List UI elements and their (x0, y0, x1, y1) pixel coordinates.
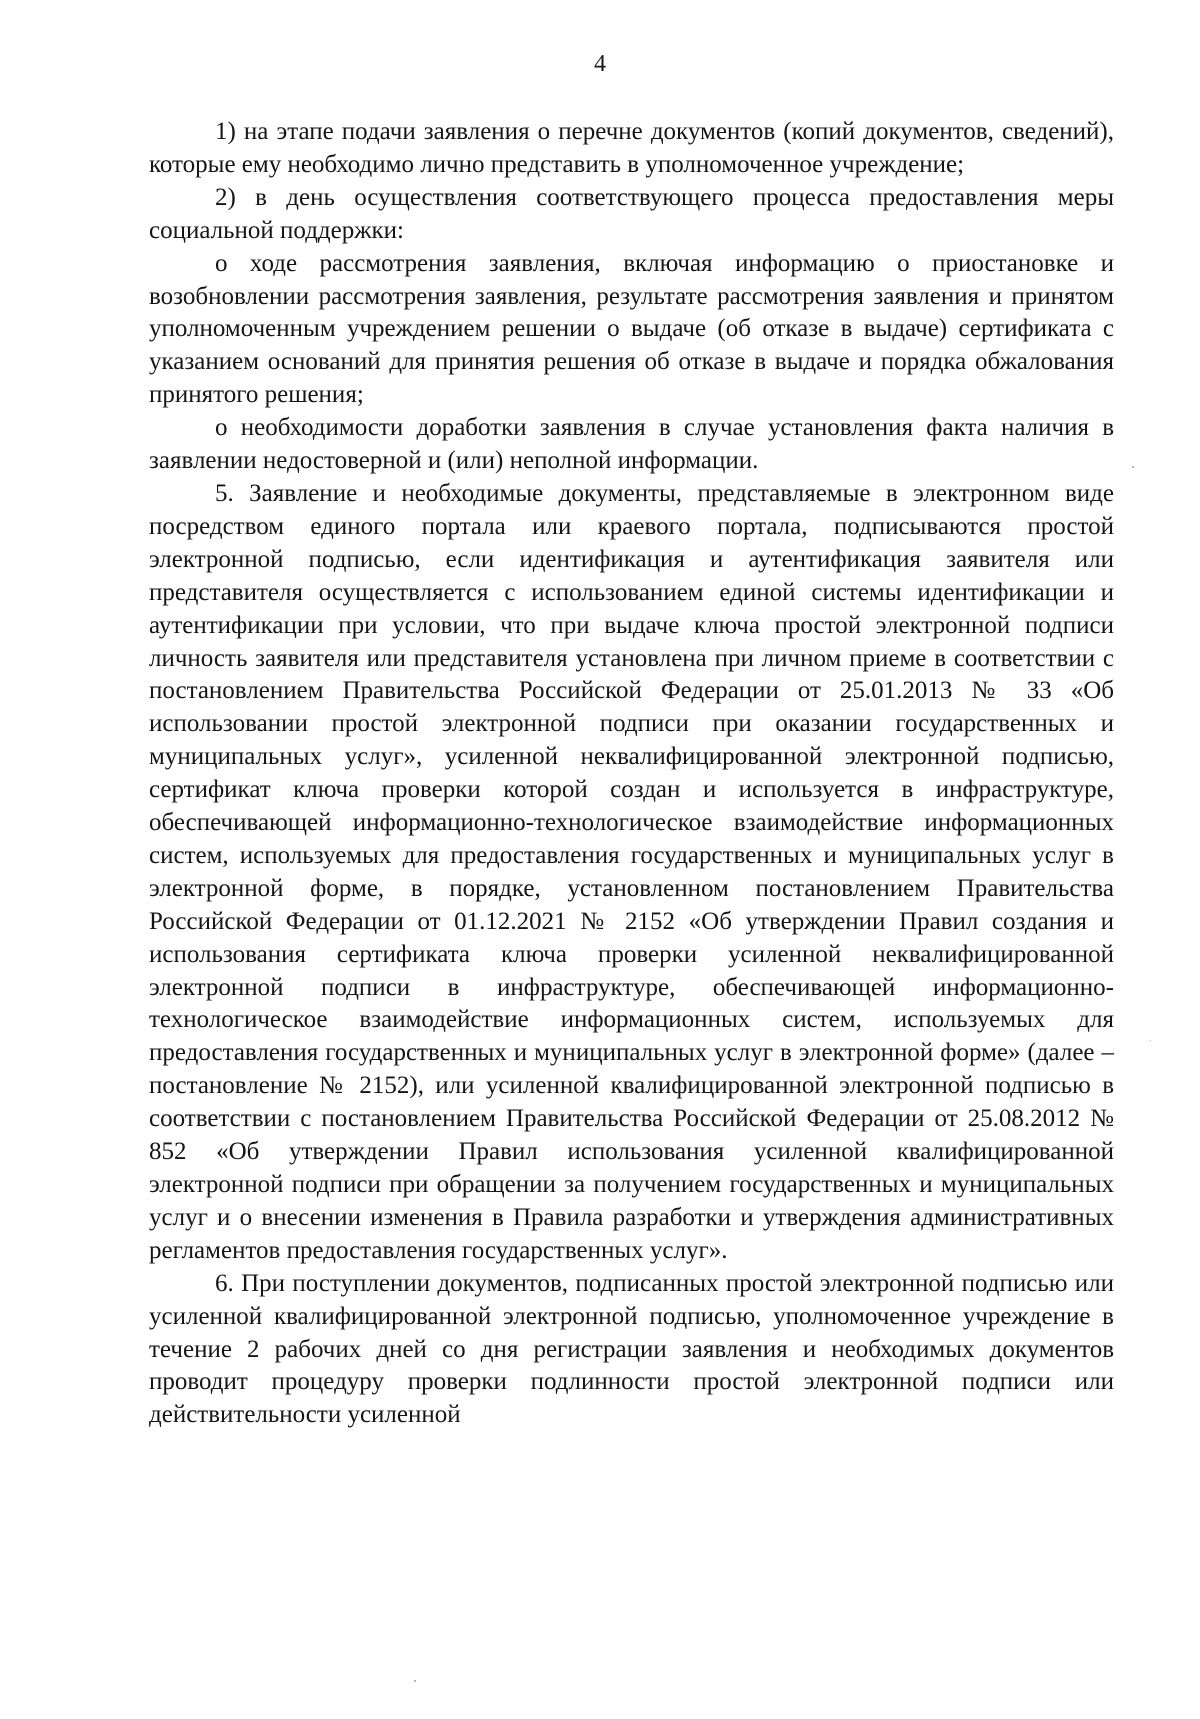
scan-speck (1132, 466, 1134, 468)
paragraph-clause-6: 6. При поступлении документов, подписанных простой электронной подписью или усиленной квалифицированной электронной подписью, уполномоченное учреждение в течение 2 рабочих дней со дня регистрации заявления и необходимых документов проводит процедуру проверки подлинности простой электронной подписи или действительности усиленной (149, 1269, 1114, 1429)
paragraph-item-2: 2) в день осуществления соответствующего процесса предоставления меры социальной поддержки: (149, 183, 1114, 244)
paragraph-revision-info: о необходимости доработки заявления в случае установления факта наличия в заявлении недостоверной и (или) неполной информации. (149, 414, 1114, 475)
scan-speck (414, 1680, 416, 1682)
page-number: 4 (594, 51, 606, 77)
paragraph-clause-5: 5. Заявление и необходимые документы, представляемые в электронном виде посредством единого портала или краевого портала, подписываются простой электронной подписью, если идентификация и аутентификация заявителя или представителя осуществляется с использованием единой системы идентификации и аутентификации при условии, что при выдаче ключа простой электронной подписи личность заявителя или представителя установлена при личном приеме в соответствии с постановлением Правительства Российской Федерации от 25.01.2013 № 33 «Об использовании простой электронной подписи при оказании государственных и муниципальных услуг», усиленной неквалифицированной электронной подписью, сертификат ключа проверки которой создан и используется в инфраструктуре, обеспечивающей информационно-технологическое взаимодействие информационных систем, используемых для предоставления государственных и муниципальных услуг в электронной форме, в порядке, установленном постановлением Правительства Российской Федерации от 01.12.2021 № 2152 «Об утверждении Правил создания и использования сертификата ключа проверки усиленной неквалифицированной электронной подписи в инфраструктуре, обеспечивающей информационно-технологическое взаимодействие информационных систем, используемых для предоставления государственных и муниципальных услуг в электронной форме» (далее – постановление № 2152), или усиленной квалифицированной электронной подписью в соответствии с постановлением Правительства Российской Федерации от 25.08.2012 № 852 «Об утверждении Правил использования усиленной квалифицированной электронной подписи при обращении за получением государственных и муниципальных услуг и о внесении изменения в Правила разработки и утверждения административных регламентов предоставления государственных услуг». (149, 479, 1114, 1264)
scan-speck (1150, 1040, 1151, 1041)
paragraph-progress-info: о ходе рассмотрения заявления, включая информацию о приостановке и возобновлении рассмотрения заявления, результате рассмотрения заявления и принятом уполномоченным учреждением решении о выдаче (об отказе в выдаче) сертификата с указанием оснований для принятия решения об отказе в выдаче и порядка обжалования принятого решения; (149, 249, 1114, 409)
document-body (149, 116, 1114, 1432)
paragraph-item-1: 1) на этапе подачи заявления о перечне документов (копий документов, сведений), которые ему необходимо лично представить в уполномоченное учреждение; (149, 118, 1114, 178)
